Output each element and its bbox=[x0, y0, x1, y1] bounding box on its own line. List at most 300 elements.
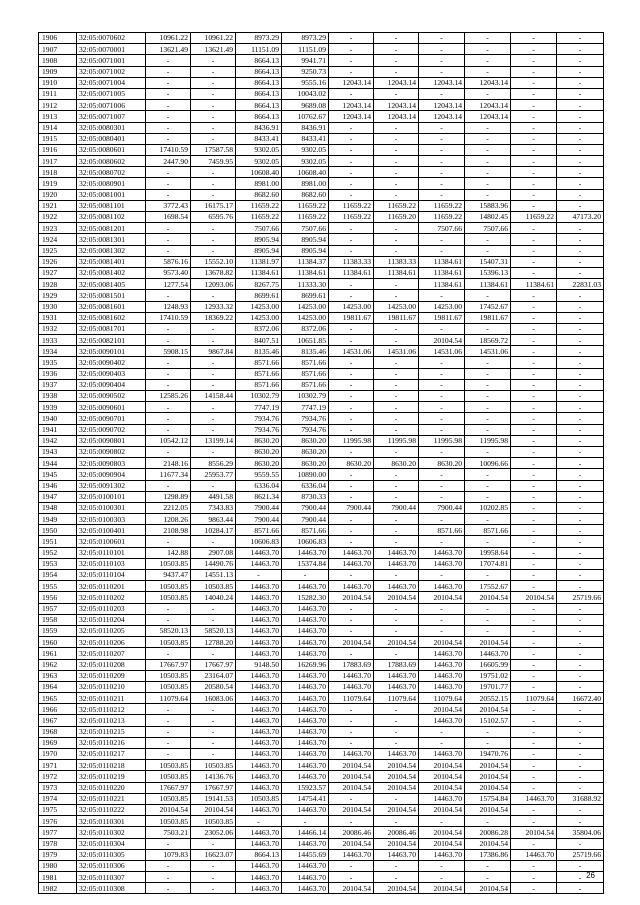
table-row bbox=[39, 111, 604, 122]
table-row bbox=[39, 581, 604, 592]
value-cell: 10503.85 bbox=[191, 581, 236, 592]
value-cell: 14463.70 bbox=[236, 715, 282, 726]
value-cell: 14463.70 bbox=[236, 558, 282, 569]
value-cell: - bbox=[557, 156, 604, 167]
value-cell: 11383.33 bbox=[329, 256, 374, 267]
value-cell: 14463.70 bbox=[419, 793, 465, 804]
value-cell: - bbox=[329, 55, 374, 66]
value-cell: - bbox=[557, 670, 604, 681]
value-cell: - bbox=[511, 648, 557, 659]
value-cell: 14253.00 bbox=[236, 312, 282, 323]
value-cell: 17883.69 bbox=[329, 659, 374, 670]
table-row bbox=[39, 625, 604, 636]
value-cell: 7900.44 bbox=[282, 502, 329, 513]
value-cell: - bbox=[511, 536, 557, 547]
value-cell: - bbox=[329, 469, 374, 480]
table-row bbox=[39, 536, 604, 547]
table-row bbox=[39, 603, 604, 614]
value-cell: 1248.93 bbox=[146, 301, 191, 312]
value-cell: 14463.70 bbox=[329, 670, 374, 681]
value-cell: - bbox=[374, 44, 419, 55]
value-cell: - bbox=[557, 223, 604, 234]
value-cell: - bbox=[329, 122, 374, 133]
value-cell: 8682.60 bbox=[282, 189, 329, 200]
value-cell: 17386.86 bbox=[465, 849, 511, 860]
value-cell: - bbox=[511, 256, 557, 267]
value-cell: 6595.76 bbox=[191, 212, 236, 223]
cadastral-number-cell: 32:05:0080702 bbox=[77, 167, 146, 178]
row-number-cell: 1919 bbox=[39, 178, 77, 189]
value-cell: - bbox=[191, 424, 236, 435]
value-cell: - bbox=[146, 413, 191, 424]
value-cell: 20552.15 bbox=[465, 693, 511, 704]
value-cell: - bbox=[419, 357, 465, 368]
value-cell: 7900.44 bbox=[236, 514, 282, 525]
value-cell: - bbox=[557, 290, 604, 301]
value-cell: - bbox=[557, 368, 604, 379]
value-cell: - bbox=[511, 144, 557, 155]
cadastral-number-cell: 32:05:0110104 bbox=[77, 570, 146, 581]
value-cell: 58520.13 bbox=[191, 625, 236, 636]
value-cell: - bbox=[374, 178, 419, 189]
value-cell: 12043.14 bbox=[374, 100, 419, 111]
value-cell: - bbox=[557, 413, 604, 424]
value-cell: 11384.37 bbox=[282, 256, 329, 267]
cadastral-number-cell: 32:05:0081402 bbox=[77, 267, 146, 278]
value-cell: 14551.13 bbox=[191, 570, 236, 581]
value-cell: - bbox=[191, 749, 236, 760]
value-cell: 14490.76 bbox=[191, 558, 236, 569]
value-cell: 9867.84 bbox=[191, 346, 236, 357]
value-cell: - bbox=[329, 33, 374, 44]
value-cell: 12043.14 bbox=[329, 100, 374, 111]
cadastral-number-cell: 32:05:0080401 bbox=[77, 133, 146, 144]
cadastral-number-cell: 32:05:0081601 bbox=[77, 301, 146, 312]
value-cell: 20086.28 bbox=[465, 827, 511, 838]
value-cell: 8571.66 bbox=[236, 379, 282, 390]
table-row bbox=[39, 838, 604, 849]
value-cell: 19811.67 bbox=[465, 312, 511, 323]
row-number-cell: 1923 bbox=[39, 223, 77, 234]
value-cell: - bbox=[146, 100, 191, 111]
row-number-cell: 1965 bbox=[39, 693, 77, 704]
value-cell: - bbox=[374, 55, 419, 66]
value-cell: - bbox=[511, 625, 557, 636]
value-cell: - bbox=[465, 614, 511, 625]
row-number-cell: 1981 bbox=[39, 872, 77, 883]
value-cell: 13621.49 bbox=[191, 44, 236, 55]
value-cell: - bbox=[557, 872, 604, 883]
value-cell: - bbox=[146, 726, 191, 737]
value-cell: 11381.97 bbox=[236, 256, 282, 267]
value-cell: 2447.90 bbox=[146, 156, 191, 167]
value-cell: 14463.70 bbox=[282, 872, 329, 883]
value-cell: - bbox=[511, 749, 557, 760]
value-cell: - bbox=[191, 335, 236, 346]
value-cell: - bbox=[419, 66, 465, 77]
table-row bbox=[39, 816, 604, 827]
row-number-cell: 1937 bbox=[39, 379, 77, 390]
value-cell: - bbox=[146, 838, 191, 849]
value-cell: 6336.04 bbox=[282, 480, 329, 491]
value-cell: 14531.06 bbox=[465, 346, 511, 357]
value-cell: 17667.97 bbox=[191, 659, 236, 670]
cadastral-number-cell: 32:05:0081001 bbox=[77, 189, 146, 200]
value-cell: - bbox=[191, 100, 236, 111]
value-cell: - bbox=[511, 413, 557, 424]
value-cell: 20104.54 bbox=[419, 592, 465, 603]
table-row bbox=[39, 212, 604, 223]
value-cell: - bbox=[329, 625, 374, 636]
value-cell: - bbox=[557, 558, 604, 569]
row-number-cell: 1964 bbox=[39, 681, 77, 692]
value-cell: - bbox=[557, 883, 604, 894]
value-cell: - bbox=[557, 536, 604, 547]
value-cell: - bbox=[146, 189, 191, 200]
value-cell: 8571.66 bbox=[236, 357, 282, 368]
row-number-cell: 1916 bbox=[39, 144, 77, 155]
value-cell: - bbox=[511, 603, 557, 614]
row-number-cell: 1961 bbox=[39, 648, 77, 659]
value-cell: - bbox=[374, 323, 419, 334]
value-cell: 20104.54 bbox=[329, 760, 374, 771]
value-cell: 20104.54 bbox=[419, 782, 465, 793]
value-cell: - bbox=[557, 771, 604, 782]
value-cell: 20104.54 bbox=[146, 804, 191, 815]
cadastral-number-cell: 32:05:0090904 bbox=[77, 469, 146, 480]
value-cell: 20104.54 bbox=[329, 804, 374, 815]
value-cell: 15102.57 bbox=[465, 715, 511, 726]
value-cell: 14463.70 bbox=[374, 547, 419, 558]
value-cell: - bbox=[191, 55, 236, 66]
value-cell: - bbox=[511, 614, 557, 625]
table-row bbox=[39, 446, 604, 457]
value-cell: - bbox=[511, 816, 557, 827]
value-cell: - bbox=[511, 435, 557, 446]
value-cell: - bbox=[557, 525, 604, 536]
table-row bbox=[39, 368, 604, 379]
value-cell: - bbox=[329, 391, 374, 402]
value-cell: 20104.54 bbox=[191, 804, 236, 815]
cadastral-number-cell: 32:05:0081201 bbox=[77, 223, 146, 234]
value-cell: 17074.81 bbox=[465, 558, 511, 569]
value-cell: - bbox=[465, 156, 511, 167]
table-row bbox=[39, 681, 604, 692]
value-cell: - bbox=[419, 379, 465, 390]
value-cell: - bbox=[511, 760, 557, 771]
table-row bbox=[39, 301, 604, 312]
value-cell: - bbox=[511, 379, 557, 390]
value-cell: - bbox=[465, 323, 511, 334]
value-cell: 9250.73 bbox=[282, 66, 329, 77]
value-cell: 14466.14 bbox=[282, 827, 329, 838]
value-cell: - bbox=[146, 860, 191, 871]
table-row bbox=[39, 312, 604, 323]
value-cell: 14463.70 bbox=[329, 681, 374, 692]
cadastral-number-cell: 32:05:0110302 bbox=[77, 827, 146, 838]
value-cell: - bbox=[374, 379, 419, 390]
value-cell: 12043.14 bbox=[419, 77, 465, 88]
table-row bbox=[39, 827, 604, 838]
value-cell: - bbox=[557, 323, 604, 334]
table-row bbox=[39, 234, 604, 245]
value-cell: 14463.70 bbox=[236, 749, 282, 760]
value-cell: - bbox=[419, 167, 465, 178]
value-cell: 14463.70 bbox=[511, 793, 557, 804]
value-cell: - bbox=[557, 637, 604, 648]
value-cell: 15883.96 bbox=[465, 200, 511, 211]
value-cell: - bbox=[146, 55, 191, 66]
value-cell: - bbox=[329, 726, 374, 737]
table-row bbox=[39, 55, 604, 66]
value-cell: 25719.66 bbox=[557, 849, 604, 860]
value-cell: - bbox=[557, 200, 604, 211]
value-cell: 9941.71 bbox=[282, 55, 329, 66]
page-number: 26 bbox=[586, 871, 595, 880]
value-cell: - bbox=[419, 614, 465, 625]
value-cell: 20104.54 bbox=[329, 771, 374, 782]
value-cell: 17452.67 bbox=[465, 301, 511, 312]
value-cell: 7459.95 bbox=[191, 156, 236, 167]
value-cell: 15374.84 bbox=[282, 558, 329, 569]
table-row bbox=[39, 558, 604, 569]
value-cell: 14463.70 bbox=[236, 872, 282, 883]
value-cell: - bbox=[511, 167, 557, 178]
value-cell: - bbox=[511, 234, 557, 245]
row-number-cell: 1909 bbox=[39, 66, 77, 77]
value-cell: - bbox=[146, 290, 191, 301]
value-cell: - bbox=[374, 402, 419, 413]
value-cell: 8630.20 bbox=[236, 446, 282, 457]
value-cell: - bbox=[419, 88, 465, 99]
value-cell: - bbox=[557, 77, 604, 88]
value-cell: 14253.00 bbox=[236, 301, 282, 312]
value-cell: - bbox=[374, 715, 419, 726]
value-cell: 8905.94 bbox=[236, 245, 282, 256]
row-number-cell: 1971 bbox=[39, 760, 77, 771]
table-row bbox=[39, 77, 604, 88]
table-row bbox=[39, 88, 604, 99]
value-cell: 9559.55 bbox=[236, 469, 282, 480]
value-cell: - bbox=[511, 637, 557, 648]
table-row bbox=[39, 323, 604, 334]
value-cell: - bbox=[511, 659, 557, 670]
value-cell: - bbox=[374, 625, 419, 636]
cadastral-number-cell: 32:05:0080601 bbox=[77, 144, 146, 155]
value-cell: - bbox=[557, 122, 604, 133]
value-cell: 18369.22 bbox=[191, 312, 236, 323]
table-row bbox=[39, 458, 604, 469]
value-cell: 20104.54 bbox=[374, 637, 419, 648]
cadastral-number-cell: 32:05:0110213 bbox=[77, 715, 146, 726]
value-cell: - bbox=[329, 704, 374, 715]
value-cell: 14463.70 bbox=[374, 558, 419, 569]
value-cell: - bbox=[419, 514, 465, 525]
row-number-cell: 1944 bbox=[39, 458, 77, 469]
value-cell: 14463.70 bbox=[236, 782, 282, 793]
row-number-cell: 1974 bbox=[39, 793, 77, 804]
value-cell: - bbox=[146, 234, 191, 245]
cadastral-number-cell: 32:05:0110216 bbox=[77, 737, 146, 748]
value-cell: - bbox=[557, 860, 604, 871]
value-cell: 8135.46 bbox=[236, 346, 282, 357]
value-cell: - bbox=[329, 245, 374, 256]
value-cell: 8571.66 bbox=[465, 525, 511, 536]
value-cell: - bbox=[374, 614, 419, 625]
value-cell: - bbox=[419, 726, 465, 737]
value-cell: 8571.66 bbox=[236, 368, 282, 379]
value-cell: 20104.54 bbox=[419, 335, 465, 346]
value-cell: 14463.70 bbox=[282, 693, 329, 704]
value-cell: 14463.70 bbox=[419, 849, 465, 860]
cadastral-number-cell: 32:05:0070602 bbox=[77, 33, 146, 44]
cadastral-number-cell: 32:05:0090101 bbox=[77, 346, 146, 357]
value-cell: 8664.13 bbox=[236, 111, 282, 122]
value-cell: 14136.76 bbox=[191, 771, 236, 782]
value-cell: - bbox=[511, 368, 557, 379]
value-cell: - bbox=[329, 424, 374, 435]
cadastral-number-cell: 32:05:0110307 bbox=[77, 872, 146, 883]
value-cell: - bbox=[557, 88, 604, 99]
table-row bbox=[39, 860, 604, 871]
value-cell: - bbox=[419, 480, 465, 491]
value-cell: - bbox=[557, 749, 604, 760]
value-cell: - bbox=[419, 446, 465, 457]
value-cell: 10542.12 bbox=[146, 435, 191, 446]
value-cell: 9302.05 bbox=[282, 156, 329, 167]
value-cell: 14463.70 bbox=[329, 749, 374, 760]
table-row bbox=[39, 704, 604, 715]
value-cell: 10503.85 bbox=[146, 637, 191, 648]
value-cell: 10503.85 bbox=[146, 670, 191, 681]
value-cell: 11995.98 bbox=[329, 435, 374, 446]
value-cell: 9302.05 bbox=[236, 144, 282, 155]
row-number-cell: 1918 bbox=[39, 167, 77, 178]
value-cell: 10503.85 bbox=[146, 793, 191, 804]
value-cell: - bbox=[191, 872, 236, 883]
value-cell: 10503.85 bbox=[146, 581, 191, 592]
value-cell: - bbox=[557, 55, 604, 66]
row-number-cell: 1920 bbox=[39, 189, 77, 200]
value-cell: - bbox=[146, 648, 191, 659]
value-cell: - bbox=[236, 570, 282, 581]
value-cell: 15552.10 bbox=[191, 256, 236, 267]
value-cell: 11659.22 bbox=[236, 212, 282, 223]
value-cell: 11659.22 bbox=[419, 200, 465, 211]
value-cell: - bbox=[329, 525, 374, 536]
value-cell: - bbox=[557, 346, 604, 357]
value-cell: 6336.04 bbox=[236, 480, 282, 491]
value-cell: - bbox=[557, 737, 604, 748]
value-cell: 10503.85 bbox=[236, 793, 282, 804]
value-cell: - bbox=[557, 357, 604, 368]
value-cell: 20104.54 bbox=[465, 704, 511, 715]
row-number-cell: 1931 bbox=[39, 312, 77, 323]
value-cell: - bbox=[191, 883, 236, 894]
value-cell: - bbox=[191, 189, 236, 200]
value-cell: 14463.70 bbox=[419, 681, 465, 692]
value-cell: - bbox=[557, 379, 604, 390]
row-number-cell: 1979 bbox=[39, 849, 77, 860]
value-cell: - bbox=[419, 469, 465, 480]
value-cell: - bbox=[511, 391, 557, 402]
value-cell: 15754.84 bbox=[465, 793, 511, 804]
row-number-cell: 1911 bbox=[39, 88, 77, 99]
row-number-cell: 1949 bbox=[39, 514, 77, 525]
row-number-cell: 1982 bbox=[39, 883, 77, 894]
value-cell: 7507.66 bbox=[236, 223, 282, 234]
value-cell: 8905.94 bbox=[282, 245, 329, 256]
value-cell: 8730.33 bbox=[282, 491, 329, 502]
value-cell: - bbox=[511, 402, 557, 413]
value-cell: 8664.13 bbox=[236, 849, 282, 860]
value-cell: 1079.83 bbox=[146, 849, 191, 860]
value-cell: - bbox=[419, 55, 465, 66]
value-cell: - bbox=[329, 66, 374, 77]
table-row bbox=[39, 44, 604, 55]
value-cell: - bbox=[557, 144, 604, 155]
value-cell: - bbox=[329, 178, 374, 189]
value-cell: 20104.54 bbox=[329, 883, 374, 894]
value-cell: 14463.70 bbox=[282, 715, 329, 726]
value-cell: 11384.61 bbox=[511, 279, 557, 290]
value-cell: - bbox=[146, 603, 191, 614]
value-cell: - bbox=[329, 793, 374, 804]
cadastral-number-cell: 32:05:0110205 bbox=[77, 625, 146, 636]
row-number-cell: 1930 bbox=[39, 301, 77, 312]
value-cell: 7900.44 bbox=[374, 502, 419, 513]
row-number-cell: 1975 bbox=[39, 804, 77, 815]
value-cell: 9573.40 bbox=[146, 267, 191, 278]
cadastral-number-cell: 32:05:0090701 bbox=[77, 413, 146, 424]
row-number-cell: 1917 bbox=[39, 156, 77, 167]
row-number-cell: 1915 bbox=[39, 133, 77, 144]
value-cell: - bbox=[329, 223, 374, 234]
value-cell: - bbox=[374, 525, 419, 536]
value-cell: - bbox=[191, 223, 236, 234]
value-cell: 9437.47 bbox=[146, 570, 191, 581]
value-cell: 15282.30 bbox=[282, 592, 329, 603]
value-cell: - bbox=[282, 816, 329, 827]
value-cell: - bbox=[329, 88, 374, 99]
value-cell: - bbox=[511, 726, 557, 737]
cadastral-number-cell: 32:05:0100101 bbox=[77, 491, 146, 502]
value-cell: - bbox=[557, 111, 604, 122]
table-row bbox=[39, 267, 604, 278]
value-cell: - bbox=[419, 491, 465, 502]
row-number-cell: 1932 bbox=[39, 323, 77, 334]
value-cell: 14463.70 bbox=[236, 581, 282, 592]
value-cell: - bbox=[511, 581, 557, 592]
value-cell: 14463.70 bbox=[419, 581, 465, 592]
table-row bbox=[39, 189, 604, 200]
row-number-cell: 1928 bbox=[39, 279, 77, 290]
cadastral-number-cell: 32:05:0081701 bbox=[77, 323, 146, 334]
value-cell: 23164.07 bbox=[191, 670, 236, 681]
value-cell: - bbox=[329, 816, 374, 827]
value-cell: - bbox=[557, 133, 604, 144]
value-cell: 47173.20 bbox=[557, 212, 604, 223]
value-cell: 14463.70 bbox=[282, 603, 329, 614]
value-cell: 7747.19 bbox=[236, 402, 282, 413]
value-cell: 12788.20 bbox=[191, 637, 236, 648]
value-cell: 20104.54 bbox=[374, 782, 419, 793]
value-cell: 11151.09 bbox=[282, 44, 329, 55]
value-cell: 11659.22 bbox=[419, 212, 465, 223]
value-cell: - bbox=[557, 514, 604, 525]
value-cell: - bbox=[465, 469, 511, 480]
value-cell: - bbox=[374, 491, 419, 502]
